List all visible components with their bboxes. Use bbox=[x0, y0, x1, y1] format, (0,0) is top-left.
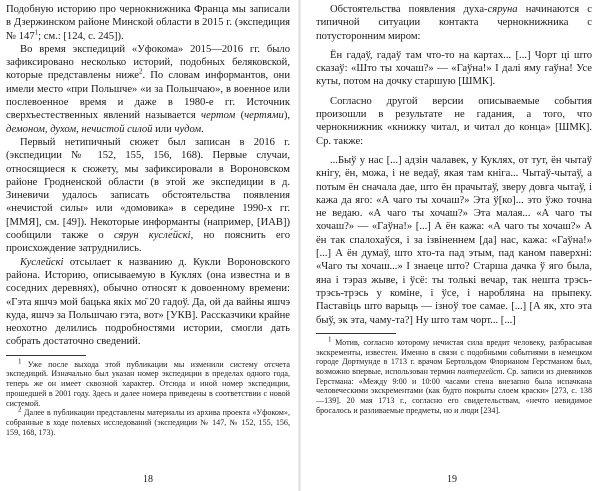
italic-term: чертом bbox=[201, 110, 236, 122]
right-quote-1 bbox=[316, 49, 592, 89]
text-run: начинаются с типичной ситуации контакта чернокнижника с потусторонним миром: bbox=[316, 4, 592, 42]
book-gutter bbox=[298, 0, 301, 491]
right-body-paragraph bbox=[316, 95, 592, 148]
footnote-marker: 1 bbox=[18, 357, 22, 366]
text-run: ( bbox=[235, 110, 245, 122]
left-body-paragraph bbox=[6, 3, 290, 43]
italic-term: сяруна bbox=[487, 4, 518, 15]
right-footnote-paragraph bbox=[316, 335, 592, 416]
text-run: Уже после выхода этой публикации мы изменили систему отсчета экспедиций. Изначально был указан номер экспедиции в пределах одного года, теперь же он имеет сквозной характер. Отсюда и иной номер экспедиции, прошедшей в 2001 году. Здесь и далее номера приведены в соответствии с новой системой. bbox=[6, 359, 290, 408]
text-run: . По словам информантов, они имели место «при Польшче» «и за Польшчаю», в военное или послевоенное время и даже в 1980-е гг. Источник сверхъестественных явлений называется bbox=[6, 70, 290, 122]
italic-term: нечистой силой bbox=[81, 123, 153, 135]
right-second-paragraph bbox=[316, 95, 592, 148]
text-run: или bbox=[152, 123, 175, 135]
left-footnote-paragraph bbox=[6, 405, 290, 437]
footnote-marker: 2 bbox=[138, 67, 143, 76]
right-body-text bbox=[316, 3, 592, 327]
text-run: Обстоятельства появления духа- bbox=[330, 4, 488, 15]
italic-term: сярун кусле́йскi bbox=[113, 230, 191, 242]
text-run: Ён гадаў, гадаў там что-то на картах... [...] Чорт ці што сказаў: «Што ты хочаш?» — «Гаўна!» І далі яму гаўна! Усе куты, потом на дочку старшую [ШМК]. bbox=[316, 49, 592, 88]
text-run: Первый нетипичный сюжет был записан в 2016 г. (экспедиции № 152, 155, 156, 168). Первые случаи, относящиеся к сюжету, мы зафиксировали в Вороновском районе Гродненской области (в этой же экспедиции в д. Зиневичи удалось записать обстоятельства появления «нечистой силы» или «домовика» в середине 1990-х гг. [ММЯ], см. [49]). Некоторые информанты (например, [ИАВ]) сообщили также о bbox=[6, 136, 290, 242]
italic-term: чертями bbox=[244, 110, 284, 122]
text-run: , bbox=[76, 123, 82, 135]
footnote-marker: 2 bbox=[18, 405, 22, 414]
left-body-paragraph bbox=[6, 136, 290, 256]
right-quote-2 bbox=[316, 154, 592, 327]
footnote-marker: 1 bbox=[34, 28, 39, 37]
text-run: ; см.: [124, с. 245]). bbox=[38, 30, 124, 42]
footnote-marker: 1 bbox=[328, 335, 332, 344]
italic-term: Куслейскi bbox=[20, 256, 64, 268]
left-footnote-rule bbox=[6, 355, 86, 356]
text-run: Согласно другой версии описываемые события произошли в результате не гадания, а того, что чернокнижник «книжку читал, и читал до конца» [ШМК]. Ср. также: bbox=[316, 95, 592, 147]
italic-term: полтергейст bbox=[457, 366, 503, 376]
right-footnotes bbox=[316, 335, 592, 416]
left-page-number: 18 bbox=[143, 474, 153, 485]
italic-term: духом bbox=[50, 123, 77, 135]
text-run: Подобную историю про чернокнижника Франца мы записали в Дзержинском районе Минской области в 2015 г. (экспедиция № 147 bbox=[6, 4, 290, 42]
right-page-number: 19 bbox=[447, 474, 457, 485]
italic-term: демоном bbox=[6, 123, 45, 135]
left-body-paragraph bbox=[6, 256, 290, 349]
left-footnote-paragraph bbox=[6, 357, 290, 409]
left-body-text bbox=[6, 3, 290, 349]
right-quote-paragraph bbox=[316, 49, 592, 89]
text-run: . bbox=[201, 123, 204, 135]
text-run: отсылает к названию д. Кукли Вороновского района. Историю, описываемую в Куклях (она известна и в соседних деревнях), обычно относят к довоенному времени: «Гэта яшчэ мой бацька якix мо̄ 20 гадоў. Да, ой да вайны яшчэ куда, яшчэ за Польшчаю гэта, вот» [УКВ]. Рассказчики крайне неохотно делились подробностями истории, смогли дать собрать достаточно сведений. bbox=[6, 256, 290, 348]
text-run: ...Быў у нас [...] адзін чалавек, у Куклях, от тут, ён чытаў кнігу, ён, можа, і не ведаў, якая там кніга... Чытаў-чытаў, а потым ён сначала дае, што ён прачытаў, зверу довга чытаў, і кажа да яго: «А чаго ты хочаш?» Эта ў[ко]... это ўжо точна не ведаю. «А чаго ты хочаш?» Эта малая... «А чаго ты хочаш?» — «Гаўна!» [...] А ён кажа: «А чаго ты хочаш?» А ён так спалохаўся, і за ізвіненнем [да] нас, кажа: «Гаўна!» [...] А ён думаў, што хто-та пад этым, пад каном паверхні: «Чаго ты хочаш...» І знаеце што? Старша дачка ў яго была, яна і тэраз жыве, і ўсё: ты толькі вечар, так нешта трэсь-трэсь-трэсь у коміне, і ўсе, і наробляна на прыпеку. Паставіць што варыць — ізноў тое самае. [...] [А як, хто эта быў, эк эта, чаму-та?] Ну што там чорт... [...] bbox=[316, 154, 592, 326]
text-run: Далее в публикации представлены материалы из архива проекта «Уфоком», собранные в ходе полевых исследований (экспедиции № 147, № 152, 155, 156, 159, 168, 173). bbox=[6, 408, 290, 437]
text-run: , но пояснить его происхождение затруднились. bbox=[6, 230, 291, 255]
right-intro-paragraph bbox=[316, 3, 592, 43]
right-footnote-rule bbox=[316, 333, 396, 334]
left-page bbox=[0, 0, 296, 491]
left-footnotes bbox=[6, 357, 290, 438]
left-body-paragraph bbox=[6, 43, 290, 136]
right-body-paragraph bbox=[316, 3, 592, 43]
italic-term: чудом bbox=[174, 123, 202, 135]
text-run: ), bbox=[283, 110, 290, 122]
text-run: Во время экспедиций «Уфокома» 2015—2016 гг. было зафиксировано несколько историй, подобных беляковской, которые представлены ниже bbox=[6, 43, 290, 82]
text-run: . Ср. записи из дневников Герстмана: «Между 9:00 и 10:00 часами стена внезапно была испачкана человеческими экскрементами (как будто покрыты слоем краски» [273, с. 138—139]. 20 мая 1713 г., согласно его свидетельствам, «нечто невидимое бросалось и разливаемые предметы, но и люди [234]. bbox=[316, 366, 592, 415]
right-quote-paragraph bbox=[316, 154, 592, 327]
text-run: Мотив, согласно которому нечистая сила вредит человеку, разбрасывая экскременты, известен. Именно в связи с подобными событиями в немецком городе Дортмунде в 1713 г. врачом Бертольдом Флорианом Герстманом был, возможно впервые, использован термин bbox=[316, 337, 592, 376]
right-page bbox=[304, 0, 600, 491]
text-run: , bbox=[44, 123, 51, 135]
